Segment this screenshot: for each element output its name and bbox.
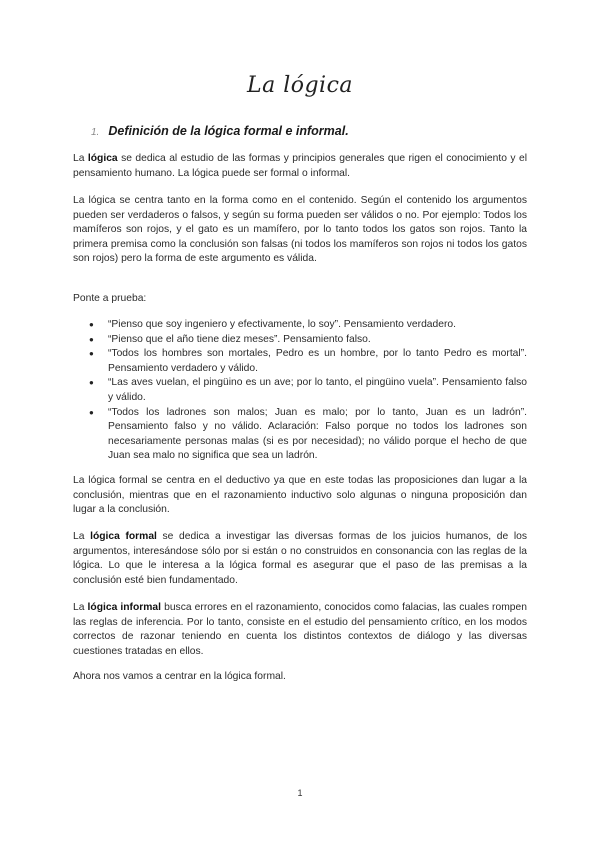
paragraph-5 — [73, 530, 527, 588]
section-heading-text: Definición de la lógica formal e informal. — [108, 124, 349, 138]
p7-text: Ahora nos vamos a centrar en la lógica formal. — [73, 671, 286, 682]
section-heading — [91, 124, 349, 138]
p1-text-a: La — [73, 153, 88, 164]
paragraph-3 — [73, 292, 527, 307]
page-number: 1 — [297, 788, 303, 798]
p2-text: La lógica se centra tanto en la forma como en el contenido. Según el contenido los argumentos pueden ser verdaderos o falsos, y según su forma pueden ser válidos o no. Por ejemplo: Todos los mamíferos son rojos, y el gato es un mamífero, por lo tanto todos los gatos son rojos. Tanto la primera premisa como la conclusión son falsas (ni todos los mamíferos son rojos ni todos los gatos son rojos) pero la forma de este argumento es válida. — [73, 195, 527, 265]
p3-text: Ponte a prueba: — [73, 293, 147, 304]
list-item: ● “Pienso que soy ingeniero y efectivamente, lo soy”. Pensamiento verdadero. — [73, 318, 527, 333]
p6-bold: lógica informal — [87, 602, 162, 613]
document-title: La lógica — [246, 73, 354, 98]
paragraph-7 — [73, 670, 527, 685]
bullet-list — [73, 318, 527, 464]
paragraph-4 — [73, 474, 527, 518]
paragraph-1 — [73, 152, 527, 181]
paragraph-6 — [73, 601, 527, 659]
list-item: ● “Las aves vuelan, el pingüino es un ave; por lo tanto, el pingüino vuela”. Pensamiento falso y válido. — [73, 376, 527, 405]
p5-text-c: se dedica a investigar las diversas formas de los juicios humanos, de los argumentos, interesándose sólo por si están o no construidos en consonancia con las reglas de la lógica. Lo que le interesa a la lógica formal es asegurar que el paso de las premisas a la conclusión esté bien fundamentado. — [73, 531, 527, 586]
p6-text-c: busca errores en el razonamiento, conocidos como falacias, las cuales rompen las reglas de inferencia. Por lo tanto, consiste en el estudio del pensamiento crítico, en los modos correctos de razonar teniendo en cuenta los distintos contextos de diálogo y las diversas cuestiones tratadas en ellos. — [73, 602, 527, 657]
p6-text-a: La — [73, 602, 88, 613]
list-item: ● “Pienso que el año tiene diez meses”. Pensamiento falso. — [73, 333, 527, 348]
list-item: ● “Todos los hombres son mortales, Pedro es un hombre, por lo tanto Pedro es mortal”. Pensamiento verdadero y válido. — [73, 347, 527, 376]
p1-text-c: se dedica al estudio de las formas y principios generales que rigen el conocimiento y el pensamiento humano. La lógica puede ser formal o informal. — [73, 153, 527, 179]
p5-bold: lógica formal — [90, 531, 157, 542]
list-item: ● “Todos los ladrones son malos; Juan es malo; por lo tanto, Juan es un ladrón”. Pensamiento falso y no válido. Aclaración: Falso porque no todos los ladrones son necesariamente personas malas (si es por necesidad); no válido porque el hecho de que Juan sea malo no significa que sea un ladrón. — [73, 406, 527, 464]
section-number: 1. — [91, 127, 100, 138]
paragraph-2 — [73, 194, 527, 267]
p4-text: La lógica formal se centra en el deductivo ya que en este todas las proposiciones dan lugar a la conclusión, mientras que en el razonamiento inductivo solo algunas o ninguna proposición dan lugar a la conclusión. — [73, 475, 527, 516]
p5-text-a: La — [73, 531, 91, 542]
p1-bold: lógica — [87, 153, 118, 164]
